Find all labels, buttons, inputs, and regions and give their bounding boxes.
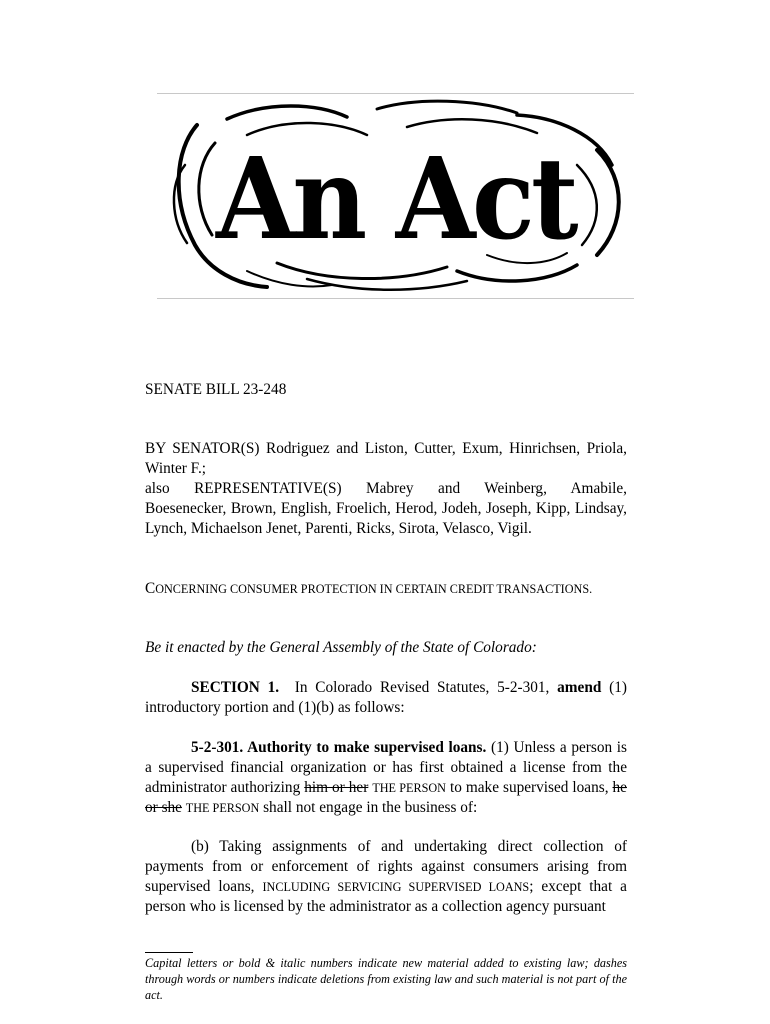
footnote-rule — [145, 952, 193, 953]
concerning-text: ONCERNING CONSUMER PROTECTION IN CERTAIN CREDIT TRANSACTIONS. — [155, 582, 593, 596]
footnote: Capital letters or bold & italic numbers indicate new material added to existing law; dashes through words or numbers indicate deletions from existing law and such material is not part of the act. — [145, 956, 627, 1002]
an-act-banner — [157, 95, 634, 297]
section-1-amend: amend — [557, 679, 602, 696]
subsection-b-text-1: (b) Taking assignments of and undertaking direct collection of payments from or enforcement of rights against consumers arising from supervised loans, — [145, 838, 627, 895]
house-sponsors-prefix: also REPRESENTATIVE(S) Mabrey and Weinberg, Amabile, — [145, 480, 627, 497]
section-1-text-a: In Colorado Revised Statutes, 5-2-301, — [294, 679, 550, 696]
bill-number: SENATE BILL 23-248 — [145, 381, 287, 398]
statute-heading: 5-2-301. Authority to make supervised loans. — [191, 739, 487, 756]
concerning-initial: C — [145, 580, 156, 597]
concerning-clause — [145, 579, 627, 599]
statute-text-2: to make supervised loans, — [449, 779, 609, 796]
statute-text-3: shall not engage in the business of: — [263, 799, 478, 816]
section-1-label: SECTION 1. — [191, 679, 280, 696]
banner-title: An Act — [216, 133, 575, 265]
sponsors-block — [145, 439, 627, 539]
banner-top-rule — [157, 93, 634, 94]
senate-sponsors: BY SENATOR(S) Rodriguez and Liston, Cutter, Exum, Hinrichsen, Priola, Winter F.; — [145, 440, 627, 477]
statute-insertion-1: THE PERSON — [372, 781, 446, 795]
house-sponsors: Boesenecker, Brown, English, Froelich, Herod, Jodeh, Joseph, Kipp, Lindsay, Lynch, Michaelson Jenet, Parenti, Ricks, Sirota, Velasco, Vigil. — [145, 500, 627, 537]
statute-deletion-1: him or her — [304, 779, 369, 796]
enacting-clause: Be it enacted by the General Assembly of the State of Colorado: — [145, 639, 537, 656]
subsection-1b — [145, 837, 627, 917]
banner-bottom-rule — [157, 298, 634, 299]
section-1 — [145, 678, 627, 718]
subsection-b-insertion: INCLUDING SERVICING SUPERVISED LOANS — [262, 880, 530, 894]
subsection-b-text-2: ; except that a person who is licensed by the administrator as a collection agency pursuant — [145, 878, 627, 915]
statute-5-2-301 — [145, 738, 627, 818]
statute-deletion-2: he or she — [145, 779, 627, 816]
statute-text-1: (1) Unless a person is a supervised financial organization or has first obtained a license from the administrator authorizing — [145, 739, 627, 796]
section-1-text-b: (1) introductory portion and (1)(b) as follows: — [145, 679, 627, 716]
statute-insertion-2: THE PERSON — [185, 801, 260, 815]
